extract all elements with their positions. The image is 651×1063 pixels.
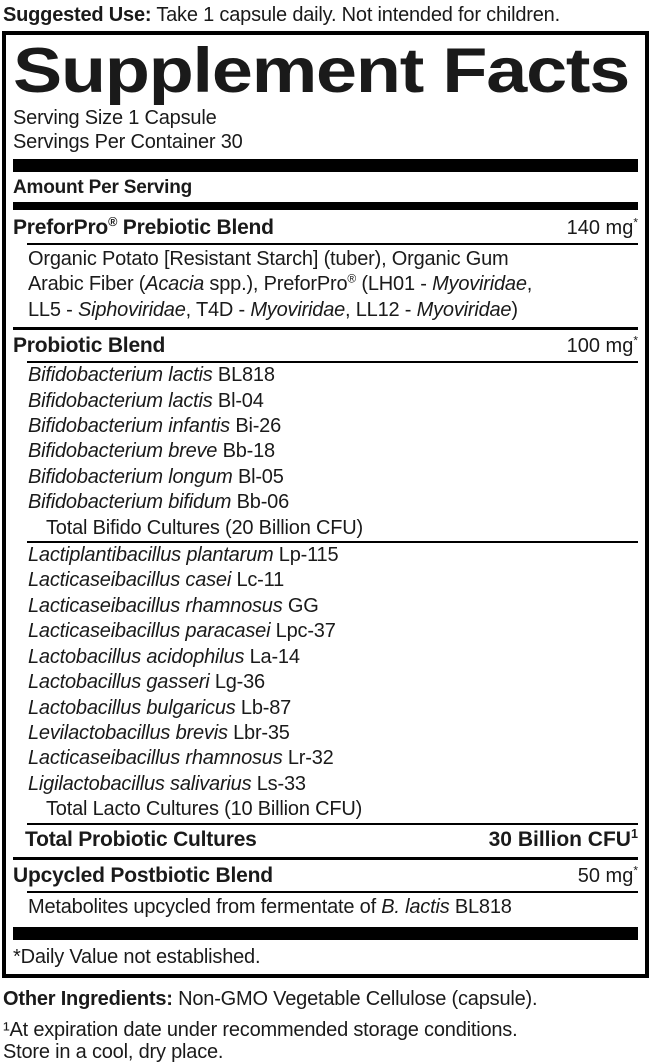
other-ingredients bbox=[3, 987, 648, 1011]
lacto-species-list bbox=[13, 543, 638, 797]
species-line: Lactobacillus gasseri Lg-36 bbox=[28, 671, 265, 694]
servings-per-container: Servings Per Container 30 bbox=[13, 131, 243, 153]
postbiotic-ingredients bbox=[13, 893, 638, 922]
storage-footnotes bbox=[3, 1019, 648, 1063]
species-line: Lacticaseibacillus rhamnosus GG bbox=[28, 594, 319, 617]
amount-per-serving-label: Amount Per Serving bbox=[13, 177, 193, 198]
species-line: Lacticaseibacillus casei Lc-11 bbox=[28, 569, 284, 592]
suggested-use bbox=[0, 0, 651, 28]
prebiotic-blend-name: PreforPro® Prebiotic Blend bbox=[13, 215, 274, 239]
other-ingredients-text: Non-GMO Vegetable Cellulose (capsule). bbox=[172, 987, 538, 1010]
supplement-facts-panel bbox=[2, 31, 649, 978]
prebiotic-ingredients bbox=[13, 245, 638, 325]
ingredient-text-line: LL5 - Siphoviridae, T4D - Myoviridae, LL12 - Myoviridae) bbox=[28, 298, 518, 321]
expiration-footnote: ¹At expiration date under recommended storage conditions. bbox=[3, 1018, 518, 1041]
species-line: Bifidobacterium lactis BL818 bbox=[28, 364, 275, 387]
thin-divider-bar bbox=[13, 202, 638, 210]
probiotic-blend-row bbox=[13, 330, 638, 361]
suggested-use-text: Take 1 capsule daily. Not intended for children. bbox=[151, 4, 560, 26]
species-line: Bifidobacterium breve Bb-18 bbox=[28, 440, 275, 463]
bottom-divider-bar bbox=[13, 927, 638, 940]
lacto-total-line: Total Lacto Cultures (10 Billion CFU) bbox=[46, 798, 363, 821]
total-probiotic-cultures-value: 30 Billion CFU$^1$ bbox=[488, 826, 638, 851]
storage-footnote: Store in a cool, dry place. bbox=[3, 1040, 224, 1063]
ingredient-text-line: Metabolites upcycled from fermentate of B. lactis BL818 bbox=[28, 895, 512, 918]
probiotic-blend-name: Probiotic Blend bbox=[13, 334, 166, 358]
daily-value-footnote: *Daily Value not established. bbox=[13, 945, 261, 968]
bifido-total-line: Total Bifido Cultures (20 Billion CFU) bbox=[46, 516, 363, 539]
serving-size: Serving Size 1 Capsule bbox=[13, 107, 217, 129]
postbiotic-blend-row bbox=[13, 860, 638, 891]
other-ingredients-label: Other Ingredients: bbox=[3, 987, 173, 1010]
thick-divider-bar bbox=[13, 159, 638, 172]
probiotic-blend-amount: 100 mg* bbox=[566, 333, 638, 358]
species-line: Lacticaseibacillus paracasei Lpc-37 bbox=[28, 620, 336, 643]
species-line: Lactobacillus bulgaricus Lb-87 bbox=[28, 696, 292, 719]
species-line: Lacticaseibacillus rhamnosus Lr-32 bbox=[28, 747, 334, 770]
ingredient-text-line: Organic Potato [Resistant Starch] (tuber), Organic Gum bbox=[28, 248, 509, 270]
bifido-species-list bbox=[13, 363, 638, 515]
prebiotic-blend-amount: 140 mg* bbox=[566, 215, 638, 239]
postbiotic-blend-amount: 50 mg* bbox=[577, 862, 638, 887]
postbiotic-blend-name: Upcycled Postbiotic Blend bbox=[13, 863, 273, 887]
suggested-use-label: Suggested Use: bbox=[3, 4, 152, 26]
ingredient-text-line: Arabic Fiber (Acacia spp.), PreforPro® (LH01 - Myoviridae, bbox=[28, 271, 533, 296]
species-line: Bifidobacterium infantis Bi-26 bbox=[28, 415, 282, 438]
species-line: Lactobacillus acidophilus La-14 bbox=[28, 645, 300, 668]
species-line: Lactiplantibacillus plantarum Lp-115 bbox=[28, 544, 339, 567]
total-probiotic-cultures-row bbox=[13, 825, 638, 855]
species-line: Bifidobacterium longum Bl-05 bbox=[28, 465, 284, 488]
species-line: Bifidobacterium bifidum Bb-06 bbox=[28, 491, 290, 514]
total-probiotic-cultures-label: Total Probiotic Cultures bbox=[25, 827, 257, 851]
panel-title: Supplement Facts bbox=[13, 36, 630, 106]
species-line: Levilactobacillus brevis Lbr-35 bbox=[28, 721, 290, 744]
species-line: Bifidobacterium lactis Bl-04 bbox=[28, 389, 264, 412]
prebiotic-blend-row bbox=[13, 212, 638, 243]
species-line: Ligilactobacillus salivarius Ls-33 bbox=[28, 772, 306, 795]
